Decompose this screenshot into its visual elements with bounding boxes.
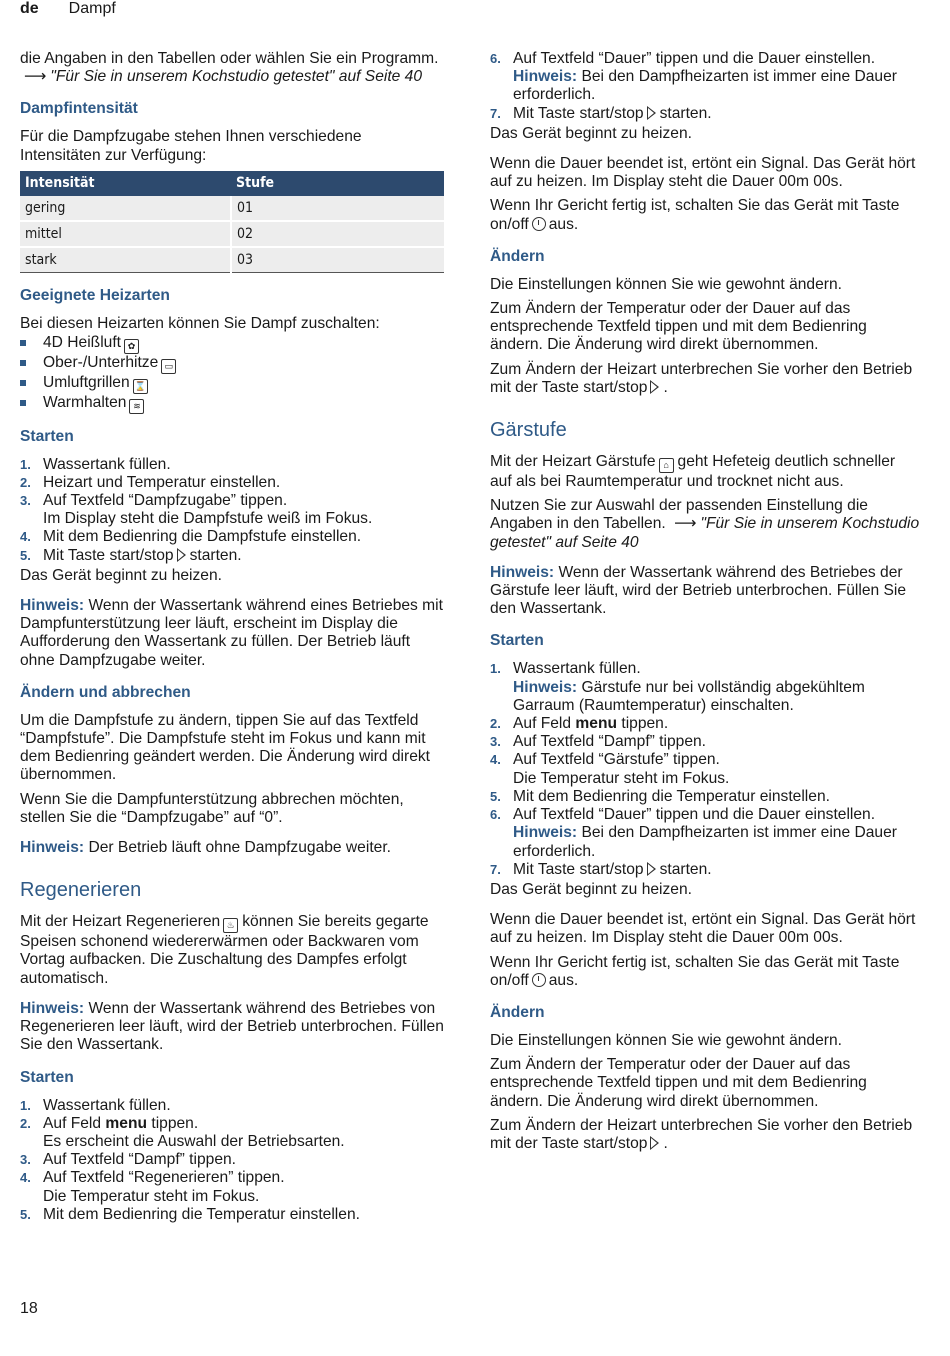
heating-list	[20, 334, 444, 414]
list-item: 6. Auf Textfeld “Dauer” tippen und die Dauer einstellen. Hinweis: Bei den Dampfheizarten ist immer eine Dauer erforderlich.	[490, 806, 897, 860]
list-item: 7. Mit Taste start/stop starten.	[490, 860, 712, 878]
start-stop-icon	[647, 106, 656, 120]
top-bottom-heat-icon: ▭	[161, 359, 176, 374]
change-paragraph: Zum Ändern der Heizart unterbrechen Sie vorher den Betrieb mit der Taste start/stop .	[490, 1116, 913, 1152]
table-cell: 03	[231, 247, 444, 273]
garstufe-paragraph: Nutzen Sie zur Auswahl der passenden Einstellung die Angaben in den Tabellen. ⟶ "Für Sie in unserem Kochstudio getestet" auf Seite 40	[490, 497, 920, 551]
table-cell: gering	[20, 196, 231, 221]
change-paragraph: Zum Ändern der Temperatur oder der Dauer auf das entsprechende Textfeld tippen und mit dem Bedienring ändern. Die Änderung wird direkt übernommen.	[490, 1056, 867, 1110]
list-item: Umluftgrillen ⌛	[20, 374, 444, 394]
list-item: 4. Auf Textfeld “Regenerieren” tippen. Die Temperatur steht im Fokus.	[20, 1169, 285, 1205]
arrow-right-icon: ⟶	[674, 515, 697, 533]
intensity-table	[20, 171, 444, 274]
table-row	[20, 196, 444, 221]
list-item: 6. Auf Textfeld “Dauer” tippen und die Dauer einstellen. Hinweis: Bei den Dampfheizarten ist immer eine Dauer erforderlich.	[490, 50, 897, 104]
hint-paragraph: Hinweis: Wenn der Wassertank während des Betriebes von Regenerieren leer läuft, wird der Betrieb unterbrochen. Füllen Sie den Wassertank.	[20, 999, 444, 1054]
table-cell: 02	[231, 221, 444, 247]
list-item: 3. Auf Textfeld “Dampfzugabe” tippen. Im Display steht die Dampfstufe weiß im Fokus.	[20, 492, 373, 528]
language-code: de	[20, 0, 39, 17]
page-reference-link[interactable]: "Für Sie in unserem Kochstudio getestet" auf Seite 40	[50, 68, 423, 86]
intro-paragraph: die Angaben in den Tabellen oder wählen Sie ein Programm. ⟶ "Für Sie in unserem Kochstudio getestet" auf Seite 40	[20, 50, 439, 86]
table-row	[20, 221, 444, 247]
table-header: Stufe	[231, 171, 444, 196]
hint-paragraph: Hinweis: Der Betrieb läuft ohne Dampfzugabe weiter.	[20, 839, 391, 857]
list-item: 4D Heißluft ✿	[20, 334, 444, 354]
start-result: Das Gerät beginnt zu heizen.	[490, 880, 692, 898]
list-item: 1. Wassertank füllen.	[20, 455, 171, 473]
list-item: 4. Mit dem Bedienring die Dampfstufe einstellen.	[20, 528, 362, 546]
right-column	[490, 50, 920, 1159]
list-item: 2. Auf Feld menu tippen.	[490, 715, 669, 733]
regen-steps	[20, 1097, 444, 1224]
section-heading-change: Ändern	[490, 1003, 545, 1021]
start-stop-icon	[650, 380, 659, 394]
end-paragraph: Wenn die Dauer beendet ist, ertönt ein Signal. Das Gerät hört auf zu heizen. Im Display steht die Dauer 00m 00s.	[490, 155, 916, 191]
list-item: 7. Mit Taste start/stop starten.	[490, 104, 712, 122]
start-result: Das Gerät beginnt zu heizen.	[20, 566, 222, 584]
table-cell: stark	[20, 247, 231, 273]
keep-warm-icon: ≋	[129, 399, 144, 414]
section-heading-start: Starten	[20, 427, 74, 445]
list-item: 5. Mit dem Bedienring die Temperatur einstellen.	[20, 1205, 360, 1223]
page-number: 18	[20, 1300, 38, 1317]
start-stop-icon	[647, 862, 656, 876]
page-header	[20, 0, 116, 20]
table-cell: 01	[231, 196, 444, 221]
start-result: Das Gerät beginnt zu heizen.	[490, 124, 692, 142]
list-item: 5. Mit dem Bedienring die Temperatur einstellen.	[490, 787, 830, 805]
section-heading-change: Ändern	[490, 247, 545, 265]
start-steps	[20, 456, 444, 565]
change-paragraph: Um die Dampfstufe zu ändern, tippen Sie auf das Textfeld “Dampfstufe”. Die Dampfstufe steht im Fokus und kann mit dem Bedienring geändert werden. Die Änderung wird direkt übernommen.	[20, 711, 431, 784]
section-heading-heating: Geeignete Heizarten	[20, 287, 170, 305]
heating-text: Bei diesen Heizarten können Sie Dampf zuschalten:	[20, 315, 380, 333]
list-item: Ober-/Unterhitze ▭	[20, 354, 444, 374]
change-paragraph: Wenn Sie die Dampfunterstützung abbrechen möchten, stellen Sie die “Dampfzugabe” auf “0”.	[20, 790, 404, 826]
list-item: 3. Auf Textfeld “Dampf” tippen.	[20, 1151, 236, 1169]
section-heading-intensity: Dampfintensität	[20, 100, 138, 118]
intensity-text: Für die Dampfzugabe stehen Ihnen verschiedene Intensitäten zur Verfügung:	[20, 128, 362, 164]
start-stop-icon	[650, 1136, 659, 1150]
list-item: 3. Auf Textfeld “Dampf” tippen.	[490, 733, 706, 751]
hint-paragraph: Hinweis: Wenn der Wassertank während eines Betriebes mit Dampfunterstützung leer läuft, erscheint im Display die Aufforderung den Wassertank zu füllen. Der Betrieb läuft ohne Dampfzugabe weiter.	[20, 597, 443, 669]
change-paragraph: Die Einstellungen können Sie wie gewohnt ändern.	[490, 1031, 842, 1049]
list-item: 1. Wassertank füllen.	[20, 1096, 171, 1114]
change-paragraph: Zum Ändern der Temperatur oder der Dauer auf das entsprechende Textfeld tippen und mit dem Bedienring ändern. Die Änderung wird direkt übernommen.	[490, 300, 867, 354]
list-item: 4. Auf Textfeld “Gärstufe” tippen. Die Temperatur steht im Fokus.	[490, 751, 730, 787]
start-stop-icon	[177, 548, 186, 562]
garstufe-steps	[490, 660, 920, 878]
list-item: 5. Mit Taste start/stop starten.	[20, 546, 242, 564]
hot-air-icon: ✿	[124, 339, 139, 354]
power-icon	[532, 973, 546, 987]
table-cell: mittel	[20, 221, 231, 247]
section-title-gaerstufe: Gärstufe	[490, 419, 567, 442]
list-item: 2. Auf Feld menu tippen. Es erscheint die Auswahl der Betriebsarten.	[20, 1114, 345, 1150]
section-heading-start: Starten	[490, 632, 544, 650]
list-item: Warmhalten ≋	[20, 394, 444, 414]
change-paragraph: Die Einstellungen können Sie wie gewohnt ändern.	[490, 275, 842, 293]
table-header: Intensität	[20, 171, 231, 196]
regen-paragraph: Mit der Heizart Regenerieren ♨ können Sie bereits gegarte Speisen schonend wiedererwärmen oder Backwaren vom Vortag aufbacken. Die Zuschaltung des Dampfes erfolgt automatisch.	[20, 913, 429, 987]
section-heading-change: Ändern und abbrechen	[20, 683, 191, 701]
chapter-title: Dampf	[68, 0, 116, 17]
list-item: 2. Heizart und Temperatur einstellen.	[20, 473, 281, 491]
regenerate-icon: ♨	[223, 918, 238, 933]
fan-grill-icon: ⌛	[133, 379, 148, 394]
list-item: 1. Wassertank füllen. Hinweis: Gärstufe nur bei vollständig abgekühltem Garraum (Raumtemperatur) einschalten.	[490, 660, 865, 714]
power-icon	[532, 217, 546, 231]
off-paragraph: Wenn Ihr Gericht fertig ist, schalten Sie das Gerät mit Taste on/off aus.	[490, 197, 900, 233]
change-paragraph: Zum Ändern der Heizart unterbrechen Sie vorher den Betrieb mit der Taste start/stop .	[490, 360, 913, 396]
garstufe-paragraph: Mit der Heizart Gärstufe ⌂ geht Hefeteig deutlich schneller auf als bei Raumtemperatur und trocknet nicht aus.	[490, 453, 896, 491]
hint-paragraph: Hinweis: Wenn der Wassertank während des Betriebes der Gärstufe leer läuft, wird der Betrieb unterbrochen. Füllen Sie den Wassertank.	[490, 563, 907, 618]
section-heading-regen-start: Starten	[20, 1068, 74, 1086]
section-title-regenerieren: Regenerieren	[20, 879, 142, 902]
end-paragraph: Wenn die Dauer beendet ist, ertönt ein Signal. Das Gerät hört auf zu heizen. Im Display steht die Dauer 00m 00s.	[490, 911, 916, 947]
proofing-icon: ⌂	[659, 458, 674, 473]
page-reference-link[interactable]: "Für Sie in unserem Kochstudio getestet" auf Seite 40	[490, 515, 920, 551]
off-paragraph: Wenn Ihr Gericht fertig ist, schalten Sie das Gerät mit Taste on/off aus.	[490, 953, 900, 989]
continued-steps	[490, 50, 920, 123]
table-row	[20, 247, 444, 273]
left-column	[20, 50, 444, 1226]
arrow-right-icon: ⟶	[24, 68, 47, 86]
